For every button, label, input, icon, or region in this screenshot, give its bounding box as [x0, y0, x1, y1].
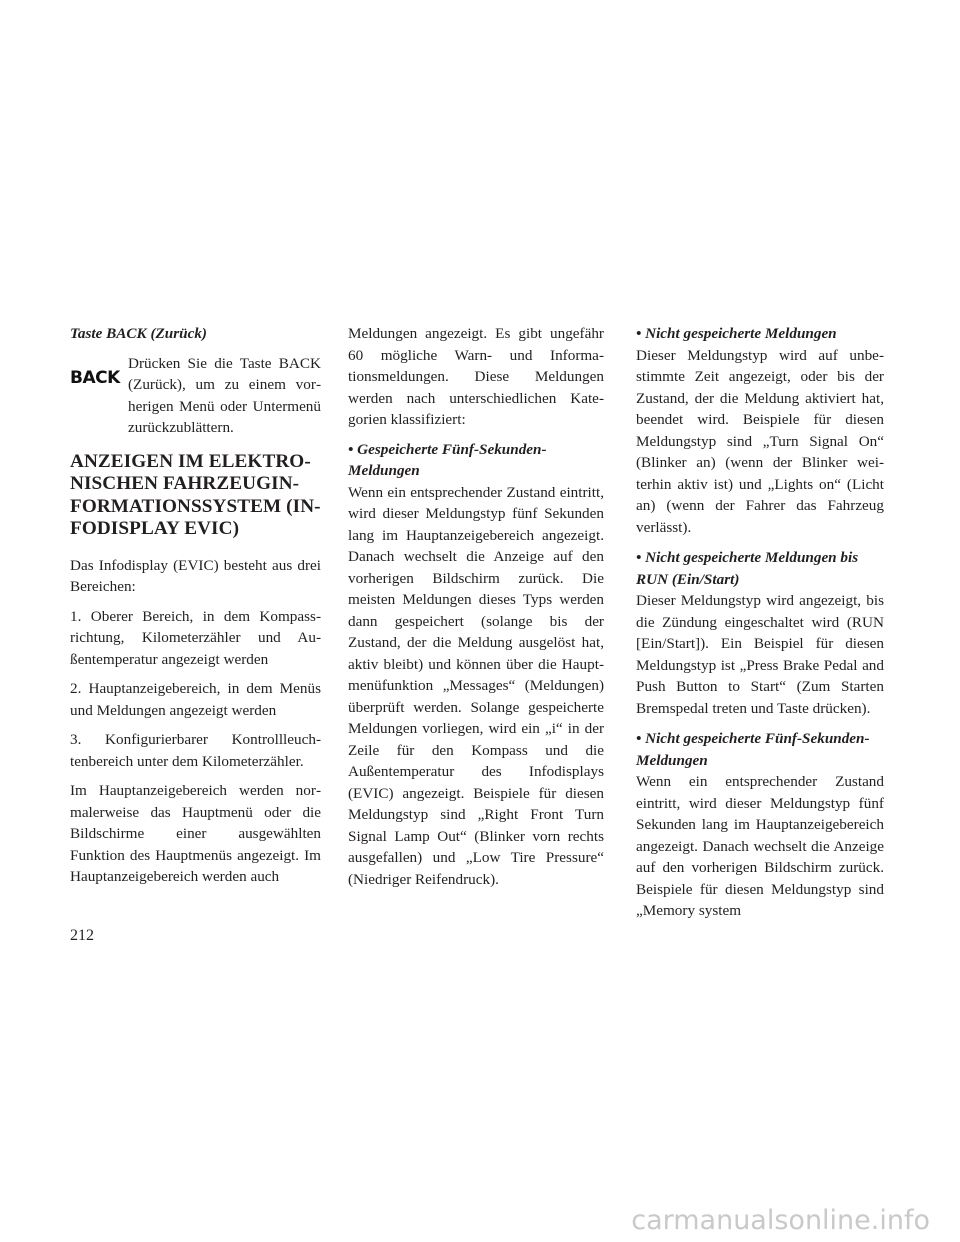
back-button-description: Drücken Sie die Taste BACK (Zurück), um zu einem vorherigen Menü oder Untermenü zurückzublättern.: [128, 354, 321, 436]
watermark: carmanualsonline.info: [631, 1205, 930, 1236]
section-title-line: FODISPLAY EVIC): [70, 518, 240, 539]
back-button-heading: Taste BACK (Zurück): [70, 325, 207, 342]
message-type-title: • Gespeicherte Fünf-Sekunden-Meldungen: [348, 440, 547, 479]
section-title-line: NISCHEN FAHRZEUGIN-: [70, 473, 300, 494]
back-button-row: [70, 353, 321, 439]
section-title-line: ANZEIGEN IM ELEKTRO-: [70, 450, 311, 472]
message-type-body: Dieser Meldungstyp wird auf unbestimmte Zeit angezeigt, oder bis der Zustand, der die Meldung aktiviert hat, beendet wird. Beispiele für diesen Meldungstyp sind „Turn Signal On“ (Blinker an) (wenn der Blinker weiterhin aktiv ist) und „Lights on“ (Licht an) (wenn der Fahrer das Fahrzeug verlässt).: [636, 346, 884, 536]
list-item-main-area: 2. Hauptanzeigebereich, in dem Menüs und Meldungen angezeigt werden: [70, 680, 321, 719]
message-type-title: • Nicht gespeicherte Meldungen bis RUN (Ein/Start): [636, 549, 859, 588]
message-type-unstored: [636, 323, 884, 538]
message-type-unstored-five-second: [636, 728, 884, 922]
message-type-body: Dieser Meldungstyp wird angezeigt, bis die Zündung eingeschaltet wird (RUN [Ein/Start]). Ein Beispiel für diesen Meldungstyp ist „Press Brake Pedal and Push Button to Start“ (Zum Starten Bremspedal treten und Taste drücken).: [636, 592, 884, 717]
right-column: [636, 323, 884, 931]
message-type-unstored-until-run: [636, 547, 884, 719]
list-item-upper-area: 1. Oberer Bereich, in dem Kompassrichtung, Kilometerzähler und Außentemperatur angezeigt werden: [70, 607, 321, 668]
list-item-indicator-area: 3. Konfigurierbarer Kontrollleuchtenbereich unter dem Kilometerzähler.: [70, 731, 321, 770]
main-display-paragraph-end: Meldungen angezeigt. Es gibt ungefähr 60 mögliche Warn- und Informationsmeldungen. Diese Meldungen werden nach unterschiedlichen Kategorien klassifiziert:: [348, 325, 604, 428]
message-type-title: • Nicht gespeicherte Meldungen: [636, 325, 837, 342]
message-type-title: • Nicht gespeicherte Fünf-Sekunden-Meldungen: [636, 730, 870, 769]
left-column: [70, 323, 321, 896]
main-display-paragraph-start: Im Hauptanzeigebereich werden normalerweise das Hauptmenü oder die Bildschirme einer ausgewählten Funktion des Hauptmenüs angezeigt. Im Hauptanzeigebereich werden auch: [70, 782, 321, 885]
message-type-stored-five-second: [348, 439, 604, 891]
message-type-body: Wenn ein entsprechender Zustand eintritt, wird dieser Meldungstyp fünf Sekunden lang im Hauptanzeigebereich angezeigt. Danach wechselt die Anzeige auf den vorherigen Bildschirm zurück. Die meisten Meldungen dieses Typs werden dann gespeichert (solange bis der Zustand, der die Meldung ausgelöst hat, aktiv bleibt) und können über die Hauptmenüfunktion „Messages“ (Meldungen) überprüft werden. Solange gespeicherte Meldungen vorliegen, wird ein „i“ in der Zeile für den Kompass und die Außentemperatur des Infodisplays (EVIC) angezeigt. Beispiele für diesen Meldungstyp sind „Right Front Turn Signal Lamp Out“ (Blinker vorn rechts ausgefallen) und „Low Tire Pressure“ (Niedriger Reifendruck).: [348, 483, 604, 888]
message-type-body: Wenn ein entsprechender Zustand eintritt, wird dieser Meldungstyp fünf Sekunden lang im Hauptanzeigebereich angezeigt. Danach wechselt die Anzeige auf den vorherigen Bildschirm zurück. Beispiele für diesen Meldungstyp sind „Memory system: [636, 773, 884, 919]
intro-paragraph: Das Infodisplay (EVIC) besteht aus drei Bereichen:: [70, 556, 321, 595]
back-button-icon: BACK: [70, 367, 120, 388]
page-number: 212: [70, 927, 94, 944]
middle-column: [348, 323, 604, 899]
section-title-line: FORMATIONSSYSTEM (IN-: [70, 495, 321, 517]
section-title: [70, 451, 321, 541]
